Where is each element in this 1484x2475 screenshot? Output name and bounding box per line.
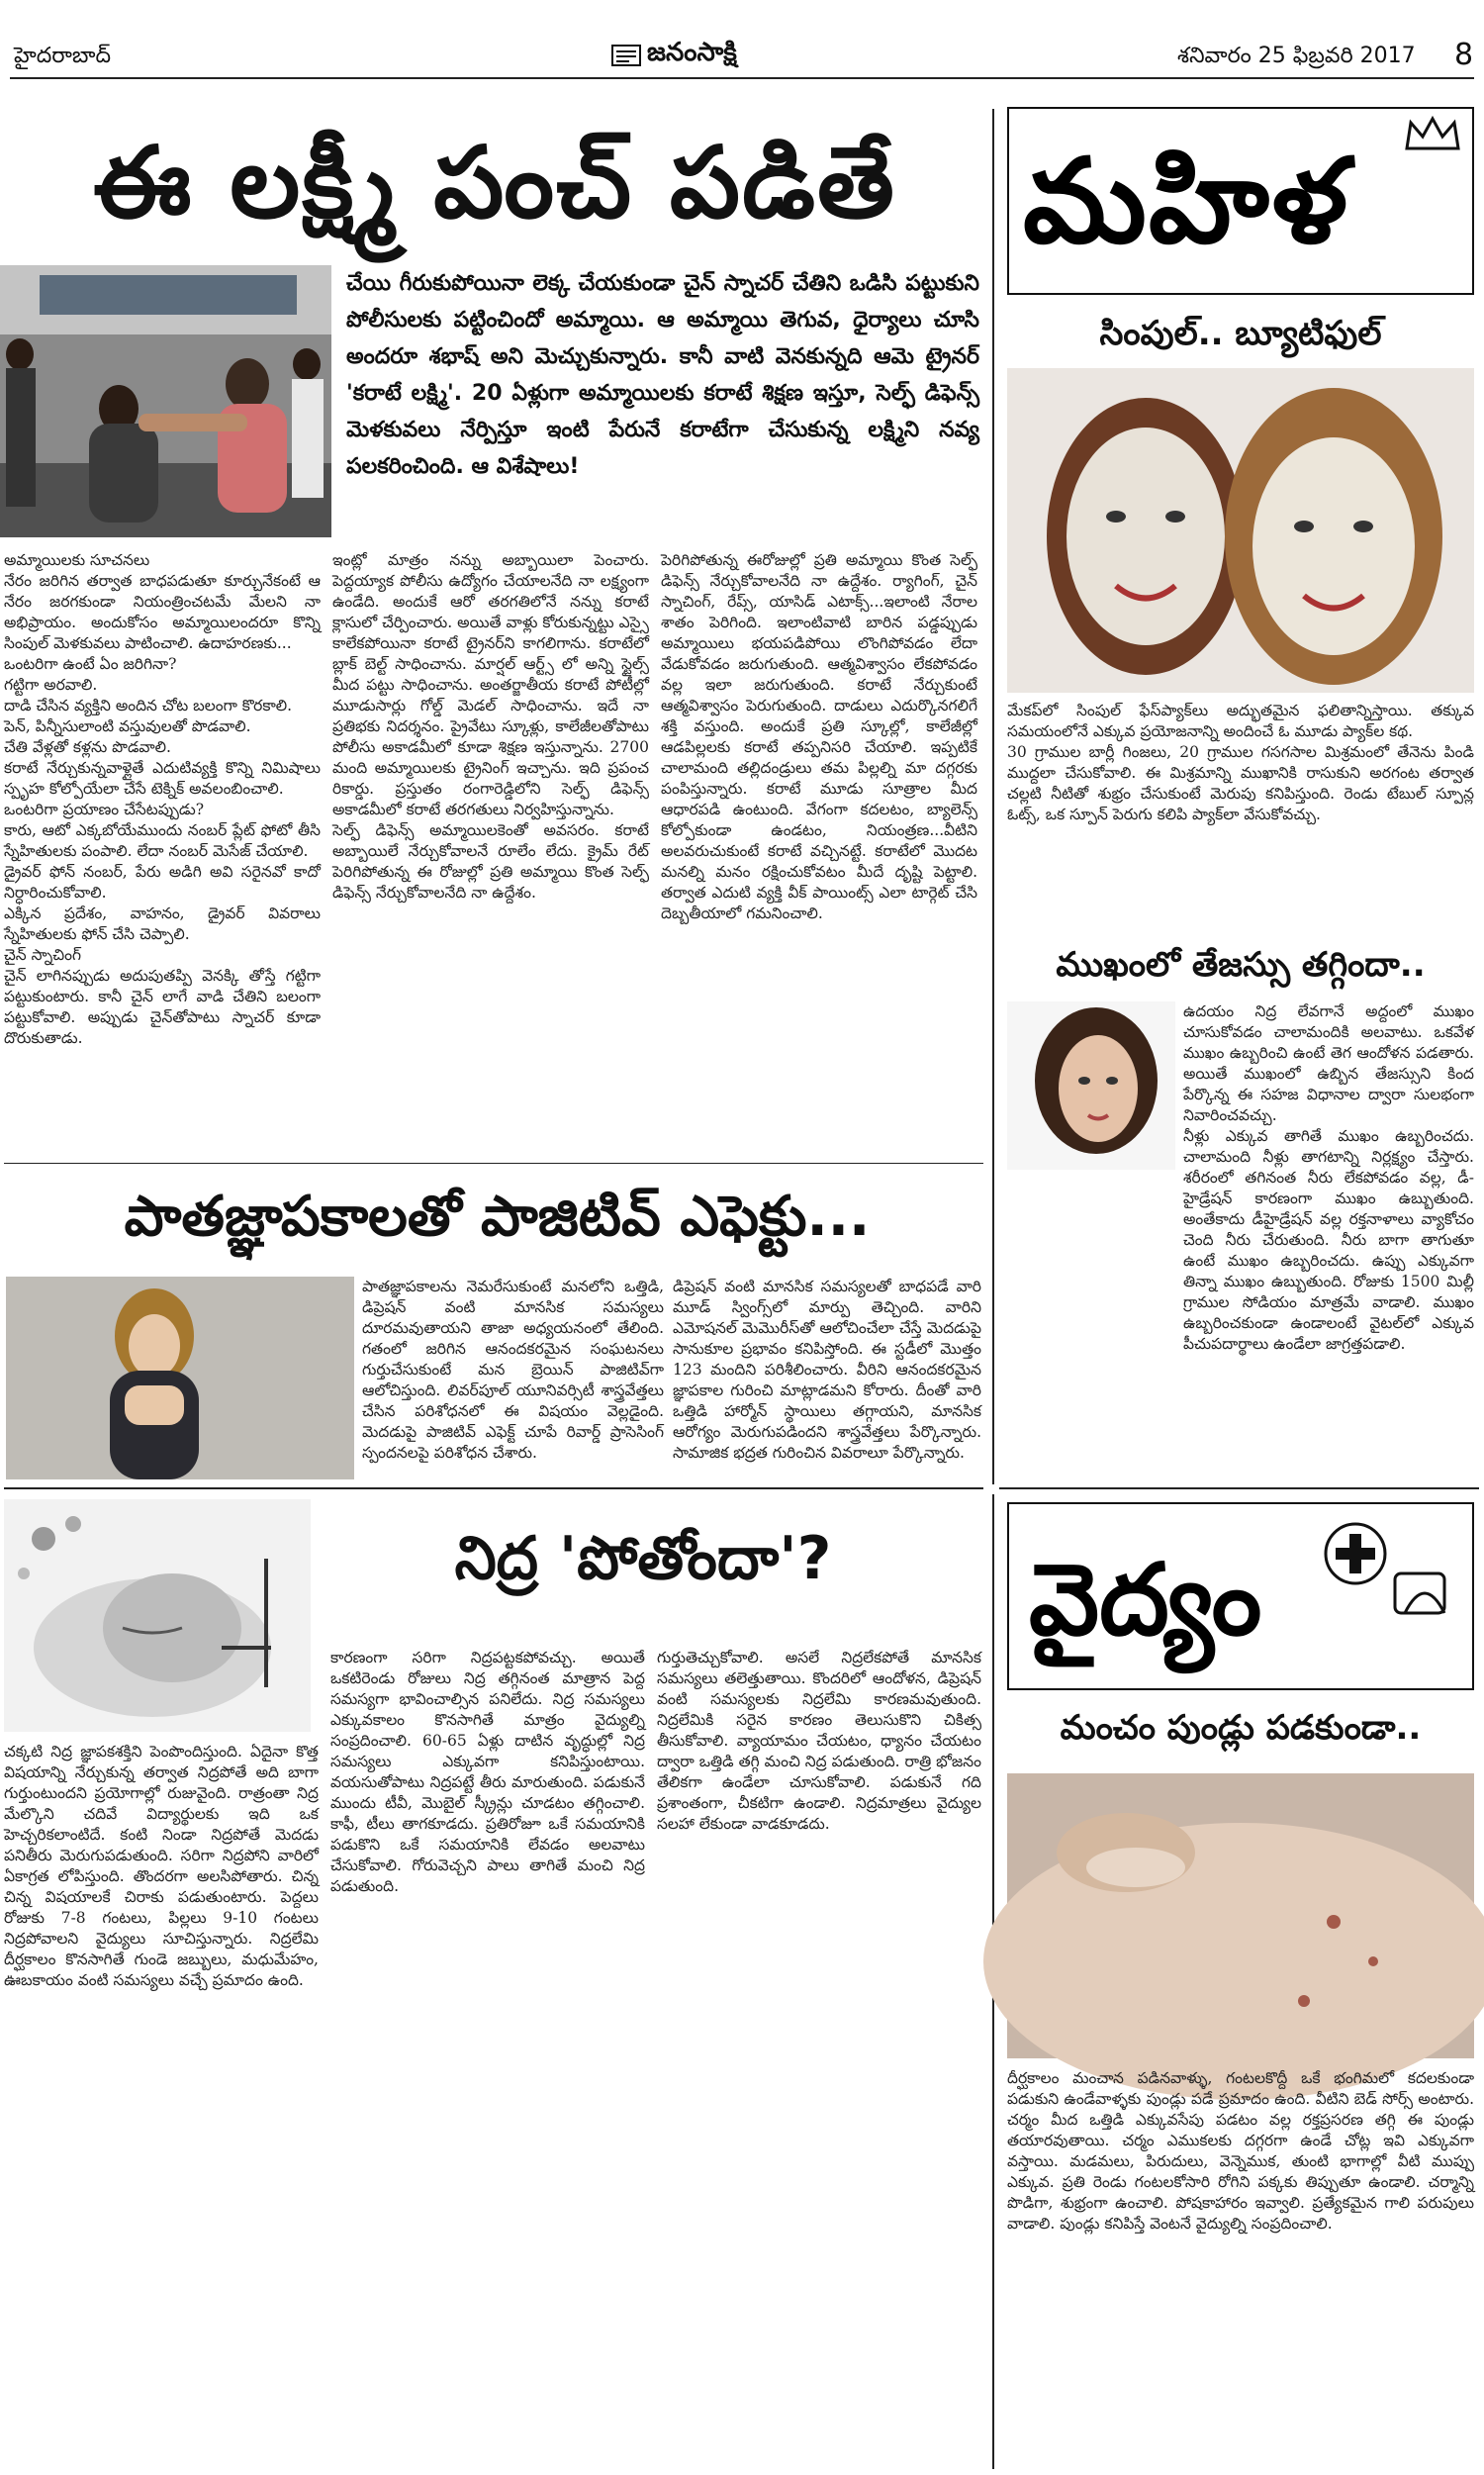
masthead-title: జనంసాక్షి [647,38,737,67]
lead-intro: చేయి గీరుకుపోయినా లెక్క చేయకుండా చైన్ స్నాచర్ చేతిని ఒడిసి పట్టుకుని పోలీసులకు పట్టించిందో అమ్మాయి. ఆ అమ్మాయి తెగువ, ధైర్యాలు చూసి అందరూ శభాష్ అని మెచ్చుకున్నారు. కానీ వాటి వెనకున్నది ఆమె ట్రైనర్ 'కరాటే లక్ష్మి'. 20 ఏళ్లుగా అమ్మాయిలకు కరాటే శిక్షణ ఇస్తూ, సెల్ఫ్ డిఫెన్స్ మెళకువలు నేర్పిస్తూ ఇంటి పేరునే కరాటేగా చేసుకున్న లక్ష్మిని నవ్య పలకరించింది. ఆ విశేషాలు! [346,271,979,479]
header-date: శనివారం 25 ఫిబ్రవరి 2017 [1177,44,1416,68]
masthead [611,38,737,73]
vaidyam-subhead: మంచం పుండ్లు పడకుండా.. [1060,1708,1422,1748]
face-pack-photo [1007,368,1474,693]
bed-sore-photo [1007,1773,1474,2058]
lead-headline: ఈ లక్ష్మీ పంచ్ పడితే [93,125,896,240]
section-divider [992,109,994,1484]
masthead-logo-icon [611,42,641,69]
story2-bottom-rule [4,1487,983,1489]
mahila-logo: మహిళ [1023,132,1350,269]
story3-col1: చక్కటి నిద్ర జ్ఞాపకశక్తిని పెంపొందిస్తుంది. ఏదైనా కొత్త విషయాన్ని నేర్చుకున్న తర్వాత నిద్రపోతే అది బాగా గుర్తుంటుందని ప్రయోగాల్లో రుజువైంది. రాత్రంతా నిద్ర మేల్కొని చదివే విద్యార్థులకు ఇది ఒక హెచ్చరికలాంటిదే. కంటి నిండా నిద్రపోతే మెదడు పనితీరు మెరుగుపడుతుంది. సరిగా నిద్రపోని వారిలో ఏకాగ్రత లోపిస్తుంది. తొందరగా అలసిపోతారు. చిన్న చిన్న విషయాలకే చిరాకు పడుతుంటారు. పెద్దలు రోజుకు 7-8 గంటలు, పిల్లలు 9-10 గంటలు నిద్రపోవాలని వైద్యులు సూచిస్తున్నారు. నిద్రలేమి దీర్ఘకాలం కొనసాగితే గుండె జబ్బులు, మధుమేహం, ఊబకాయం వంటి సమస్యలు వచ్చే ప్రమాదం ఉంది. [4,1743,319,1989]
mahila-bottom-rule [999,1487,1479,1489]
header-city: హైదరాబాద్ [14,44,111,68]
sad-girl-photo [6,1277,354,1479]
page-number: 8 [1454,38,1474,72]
lead-col1: అమ్మాయిలకు సూచనలు నేరం జరిగిన తర్వాత బాధపడుతూ కూర్చునేకంటే ఆ నేరం జరగకుండా నియంత్రించటమే మేలని నా అభిప్రాయం. అందుకోసం అమ్మాయిలందరూ కొన్ని సింపుల్ మెళకువలు పాటించాలి. ఉదాహరణకు... ఒంటరిగా ఉంటే ఏం జరిగినా? గట్టిగా అరవాలి. దాడి చేసిన వ్యక్తిని అందిన చోట బలంగా కొరకాలి. పెన్, పిన్నీసులాంటి వస్తువులతో పొడవాలి. చేతి వేళ్లతో కళ్లను పొడవాలి. కరాటే నేర్చుకున్నవాళ్లైతే ఎదుటివ్యక్తి కొన్ని నిమిషాలు స్పృహ కోల్పోయేలా చేసే టెక్నిక్ అవలంబించాలి. ఒంటరిగా ప్రయాణం చేసేటప్పుడు? కారు, ఆటో ఎక్కబోయేముందు నంబర్ ప్లేట్ ఫోటో తీసి స్నేహితులకు పంపాలి. లేదా నంబర్ మెసేజ్ చేయాలి. డ్రైవర్ ఫోన్ నంబర్, పేరు అడిగి అవి సరైనవో కాదో నిర్ధారించుకోవాలి. ఎక్కిన ప్రదేశం, వాహనం, డ్రైవర్ వివరాలు స్నేహితులకు ఫోన్ చేసి చెప్పాలి. చైన్ స్నాచింగ్ చైన్ లాగినప్పుడు అదుపుతప్పి వెనక్కి తోస్తే గట్టిగా పట్టుకుంటారు. కానీ చైన్ లాగే వాడి చేతిని బలంగా పట్టుకోవాలి. అప్పుడు చైన్‌తోపాటు స్నాచర్ కూడా దొరుకుతాడు. [4,551,321,1047]
story3-col3: గుర్తుతెచ్చుకోవాలి. అసలే నిద్రలేకపోతే మానసిక సమస్యలు తలెత్తుతాయి. కొందరిలో ఆందోళన, డిప్రెషన్ వంటి సమస్యలకు నిద్రలేమి కారణమవుతుంది. నిద్రలేమికి సరైన కారణం తెలుసుకొని చికిత్స తీసుకోవాలి. వ్యాయామం చేయటం, ధ్యానం చేయటం ద్వారా ఒత్తిడి తగ్గి మంచి నిద్ర పడుతుంది. రాత్రి భోజనం తేలికగా ఉండేలా చూసుకోవాలి. పడుకునే గది ప్రశాంతంగా, చీకటిగా ఉండాలి. నిద్రమాత్రలు వైద్యుల సలహా లేకుండా వాడకూడదు. [657,1649,981,1833]
mahila-body: మేకప్‌లో సింపుల్ ఫేస్‌ప్యాక్‌లు అద్భుతమైన ఫలితాన్నిస్తాయి. తక్కువ సమయంలోనే ఎక్కువ ప్రయోజనాన్ని అందించే ఓ మూడు ప్యాక్‌ల కథ. 30 గ్రాముల బార్లీ గింజలు, 20 గ్రాముల గసగసాల మిశ్రమంలో తేనెను పిండి ముద్దలా చేసుకోవాలి. ఈ మిశ్రమాన్ని ముఖానికి రాసుకుని అరగంట తర్వాత చల్లటి నీటితో శుభ్రం చేసుకుంటే మెరుపు కనిపిస్తుంది. రెండు టేబుల్ స్పూన్ల ఓట్స్, ఒక స్పూన్ పెరుగు కలిపి ప్యాక్‌లా వేసుకోవచ్చు. [1007,702,1474,823]
story3-headline: నిద్ర 'పోతోందా'? [454,1524,832,1593]
mahila-subhead: సింపుల్.. బ్యూటిఫుల్ [1099,314,1382,353]
vaidyam-logo-box [1007,1502,1474,1690]
mahila-subhead2: ముఖంలో తేజస్సు తగ్గిందా.. [1056,945,1426,985]
lead-col2: ఇంట్లో మాత్రం నన్ను అబ్బాయిలా పెంచారు. పెద్దయ్యాక పోలీసు ఉద్యోగం చేయాలనేది నా లక్ష్యంగా ఉండేది. అందుకే ఆరో తరగతిలోనే నన్ను కరాటే క్లాసులో చేర్పించారు. అయితే వాళ్లు కోరుకున్నట్టు ఎస్సై కాలేకపోయినా కరాటే ట్రైనర్‌ని కాగలిగాను. కరాటేలో బ్లాక్ బెల్ట్ సాధించాను. మార్షల్ ఆర్ట్స్ లో అన్ని స్టైల్స్ మీద పట్టు సాధించాను. అంతర్జాతీయ కరాటే పోటీల్లో మూడుసార్లు గోల్డ్ మెడల్ సాధించాను. ఇదే నా ప్రతిభకు నిదర్శనం. ప్రైవేటు స్కూళ్లు, కాలేజీలతోపాటు పోలీసు అకాడమీలో కూడా శిక్షణ ఇస్తున్నాను. 2700 మంది అమ్మాయిలకు ట్రైనింగ్ ఇచ్చాను. ఇది ప్రపంచ రికార్డు. ప్రస్తుతం రంగారెడ్డిలోని సెల్ఫ్ డిఫెన్స్ అకాడమీలో కరాటే తరగతులు నిర్వహిస్తున్నాను. సెల్ఫ్ డిఫెన్స్ అమ్మాయిలకెంతో అవసరం. కరాటే అబ్బాయిలే నేర్చుకోవాలనే రూలేం లేదు. క్రైమ్ రేట్ పెరిగిపోతున్న ఈ రోజుల్లో ప్రతి అమ్మాయి కొంత సెల్ఫ్ డిఫెన్స్ నేర్చుకోవాలనేది నా ఉద్దేశం. [332,551,649,902]
crown-icon [1403,115,1462,152]
woman-face-photo [1007,1001,1175,1170]
vaidyam-logo: వైద్యం [1029,1541,1262,1658]
sleep-photo [4,1499,311,1732]
story3-col2: కారణంగా సరిగా నిద్రపట్టకపోవచ్చు. అయితే ఒకటిరెండు రోజులు నిద్ర తగ్గినంత మాత్రాన పెద్ద సమస్యగా భావించాల్సిన పనిలేదు. నిద్ర సమస్యలు ఎక్కువకాలం కొనసాగితే మాత్రం వైద్యుల్ని సంప్రదించాలి. 60-65 ఏళ్లు దాటిన వృద్ధుల్లో నిద్ర సమస్యలు ఎక్కువగా కనిపిస్తుంటాయి. వయసుతోపాటు నిద్రపట్టే తీరు మారుతుంది. పడుకునే ముందు టీవీ, మొబైల్ స్క్రీన్లు చూడటం తగ్గించాలి. కాఫీ, టీలు తాగకూడదు. ప్రతిరోజూ ఒకే సమయానికి పడుకొని ఒకే సమయానికి లేవడం అలవాటు చేసుకోవాలి. గోరువెచ్చని పాలు తాగితే మంచి నిద్ర పడుతుంది. [330,1649,645,1895]
medical-cross-icon [1306,1514,1454,1633]
mahila-body2: ఉదయం నిద్ర లేవగానే అద్దంలో ముఖం చూసుకోవడం చాలామందికి అలవాటు. ఒకవేళ ముఖం ఉబ్బరించి ఉంటే తెగ ఆందోళన పడతారు. అయితే ముఖంలో ఉబ్బిన తేజస్సుని కింద పేర్కొన్న ఈ సహజ విధానాల ద్వారా సులభంగా నివారించవచ్చు. నీళ్లు ఎక్కువ తాగితే ముఖం ఉబ్బరించదు. చాలామంది నీళ్లు తాగటాన్ని నిర్లక్ష్యం చేస్తారు. శరీరంలో తగినంత నీరు లేకపోవడం వల్ల, డీ-హైడ్రేషన్ కారణంగా ముఖం ఉబ్బుతుంది. అంతేకాదు డీహైడ్రేషన్ వల్ల రక్తనాళాలు వ్యాకోచం చెంది నీరు చేరుతుంది. నీరు బాగా తాగుతూ ఉంటే ముఖం ఉబ్బరించదు. ఉప్పు ఎక్కువగా తిన్నా ముఖం ఉబ్బుతుంది. రోజుకు 1500 మిల్లీ గ్రాముల సోడియం మాత్రమే వాడాలి. ముఖం ఉబ్బరించకుండా ఉండాలంటే వైటల్‌లో ఎక్కువ పీచుపదార్థాలు ఉండేలా జాగ్రత్తపడాలి. [1183,1002,1474,1353]
story2-col1: పాతజ్ఞాపకాలను నెమరేసుకుంటే మనలోని ఒత్తిడి, డిప్రెషన్ వంటి మానసిక సమస్యలు దూరమవుతాయని తాజా అధ్యయనంలో తేలింది. గతంలో జరిగిన ఆనందకరమైన సంఘటనలు గుర్తుచేసుకుంటే మన బ్రెయిన్ పాజిటివ్‌గా ఆలోచిస్తుంది. లివర్‌పూల్ యూనివర్సిటీ శాస్త్రవేత్తలు చేసిన పరిశోధనలో ఈ విషయం వెల్లడైంది. మెదడుపై పాజిటివ్ ఎఫెక్ట్ చూపే రివార్డ్ ప్రాసెసింగ్ స్పందనలపై పరిశోధన చేశారు. [362,1278,664,1462]
story2-headline: పాతజ్ఞాపకాలతో పాజిటివ్ ఎఫెక్టు... [124,1185,871,1249]
lead-col3: పెరిగిపోతున్న ఈరోజుల్లో ప్రతి అమ్మాయి కొంత సెల్ఫ్ డిఫెన్స్ నేర్చుకోవాలనేది నా ఉద్దేశం. ర్యాగింగ్, చైన్ స్నాచింగ్, రేప్స్, యాసిడ్ ఎటాక్స్...ఇలాంటి నేరాల శాతం పెరిగింది. ఇలాంటివాటి బారిన పడ్డప్పుడు అమ్మాయిలు భయపడిపోయి లొంగిపోవడం లేదా వేడుకోవడం జరుగుతుంది. ఆత్మవిశ్వాసం లేకపోవడం వల్ల ఇలా జరుగుతుంది. కరాటే నేర్చుకుంటే ఆత్మవిశ్వాసం పెరుగుతుంది. దాడులు ఎదుర్కొనగలిగే శక్తి వస్తుంది. అందుకే ప్రతి స్కూల్లో, కాలేజీల్లో ఆడపిల్లలకు కరాటే తప్పనిసరి చేయాలి. ఇప్పటికే చాలామంది తల్లిదండ్రులు తమ పిల్లల్ని మా దగ్గరకు పంపిస్తున్నారు. కరాటే మూడు సూత్రాల మీద ఆధారపడి ఉంటుంది. వేగంగా కదలటం, బ్యాలెన్స్ కోల్పోకుండా ఉండటం, నియంత్రణ...వీటిని అలవరుచుకుంటే కరాటే వచ్చినట్టే. కరాటేలో మొదట మనల్ని మనం రక్షించుకోవటం మీదే దృష్టి పెట్టాలి. తర్వాత ఎదుటి వ్యక్తి వీక్ పాయింట్స్ ఎలా టార్గెట్ చేసి దెబ్బతీయాలో గమనించాలి. [661,551,977,922]
vaidyam-body: దీర్ఘకాలం మంచాన పడినవాళ్ళు, గంటలకొద్దీ ఒకే భంగిమలో కదలకుండా పడుకుని ఉండేవాళ్ళకు పుండ్లు పడే ప్రమాదం ఉంది. వీటిని బెడ్ సోర్స్ అంటారు. చర్మం మీద ఒత్తిడి ఎక్కువసేపు పడటం వల్ల రక్తప్రసరణ తగ్గి ఈ పుండ్లు తయారవుతాయి. చర్మం ఎముకలకు దగ్గరగా ఉండే చోట్ల ఇవి ఎక్కువగా వస్తాయి. మడమలు, పిరుదులు, వెన్నెముక, తుంటి భాగాల్లో వీటి ముప్పు ఎక్కువ. ప్రతి రెండు గంటలకోసారి రోగిని పక్కకు తిప్పుతూ ఉండాలి. చర్మాన్ని పొడిగా, శుభ్రంగా ఉంచాలి. పోషకాహారం ఇవ్వాలి. ప్రత్యేకమైన గాలి పరుపులు వాడాలి. పుండ్లు కనిపిస్తే వెంటనే వైద్యుల్ని సంప్రదించాలి. [1007,2069,1474,2233]
mahila-body2-continuation-spacer [1007,1174,1474,1480]
lead-bottom-rule [4,1163,983,1164]
header-rule [10,77,1474,79]
mahila-logo-box [1007,107,1474,295]
story2-col2: డిప్రెషన్ వంటి మానసిక సమస్యలతో బాధపడే వారి మూడ్ స్వింగ్స్‌లో మార్పు తెచ్చింది. వారిని ఎమోషనల్ మెమొరీస్‌తో ఆలోచించేలా చేస్తే మెదడుపై సానుకూల ప్రభావం కనిపిస్తోంది. ఈ స్టడీలో మొత్తం 123 మందిని పరిశీలించారు. వీరిని ఆనందకరమైన జ్ఞాపకాల గురించి మాట్లాడమని కోరారు. దీంతో వారి ఒత్తిడి హార్మోన్ స్థాయిలు తగ్గాయని, మానసిక ఆరోగ్యం మెరుగుపడిందని శాస్త్రవేత్తలు పేర్కొన్నారు. సామాజిక భద్రత గురించిన వివరాలూ పేర్కొన్నారు. [673,1278,981,1462]
karate-photo [0,265,331,537]
